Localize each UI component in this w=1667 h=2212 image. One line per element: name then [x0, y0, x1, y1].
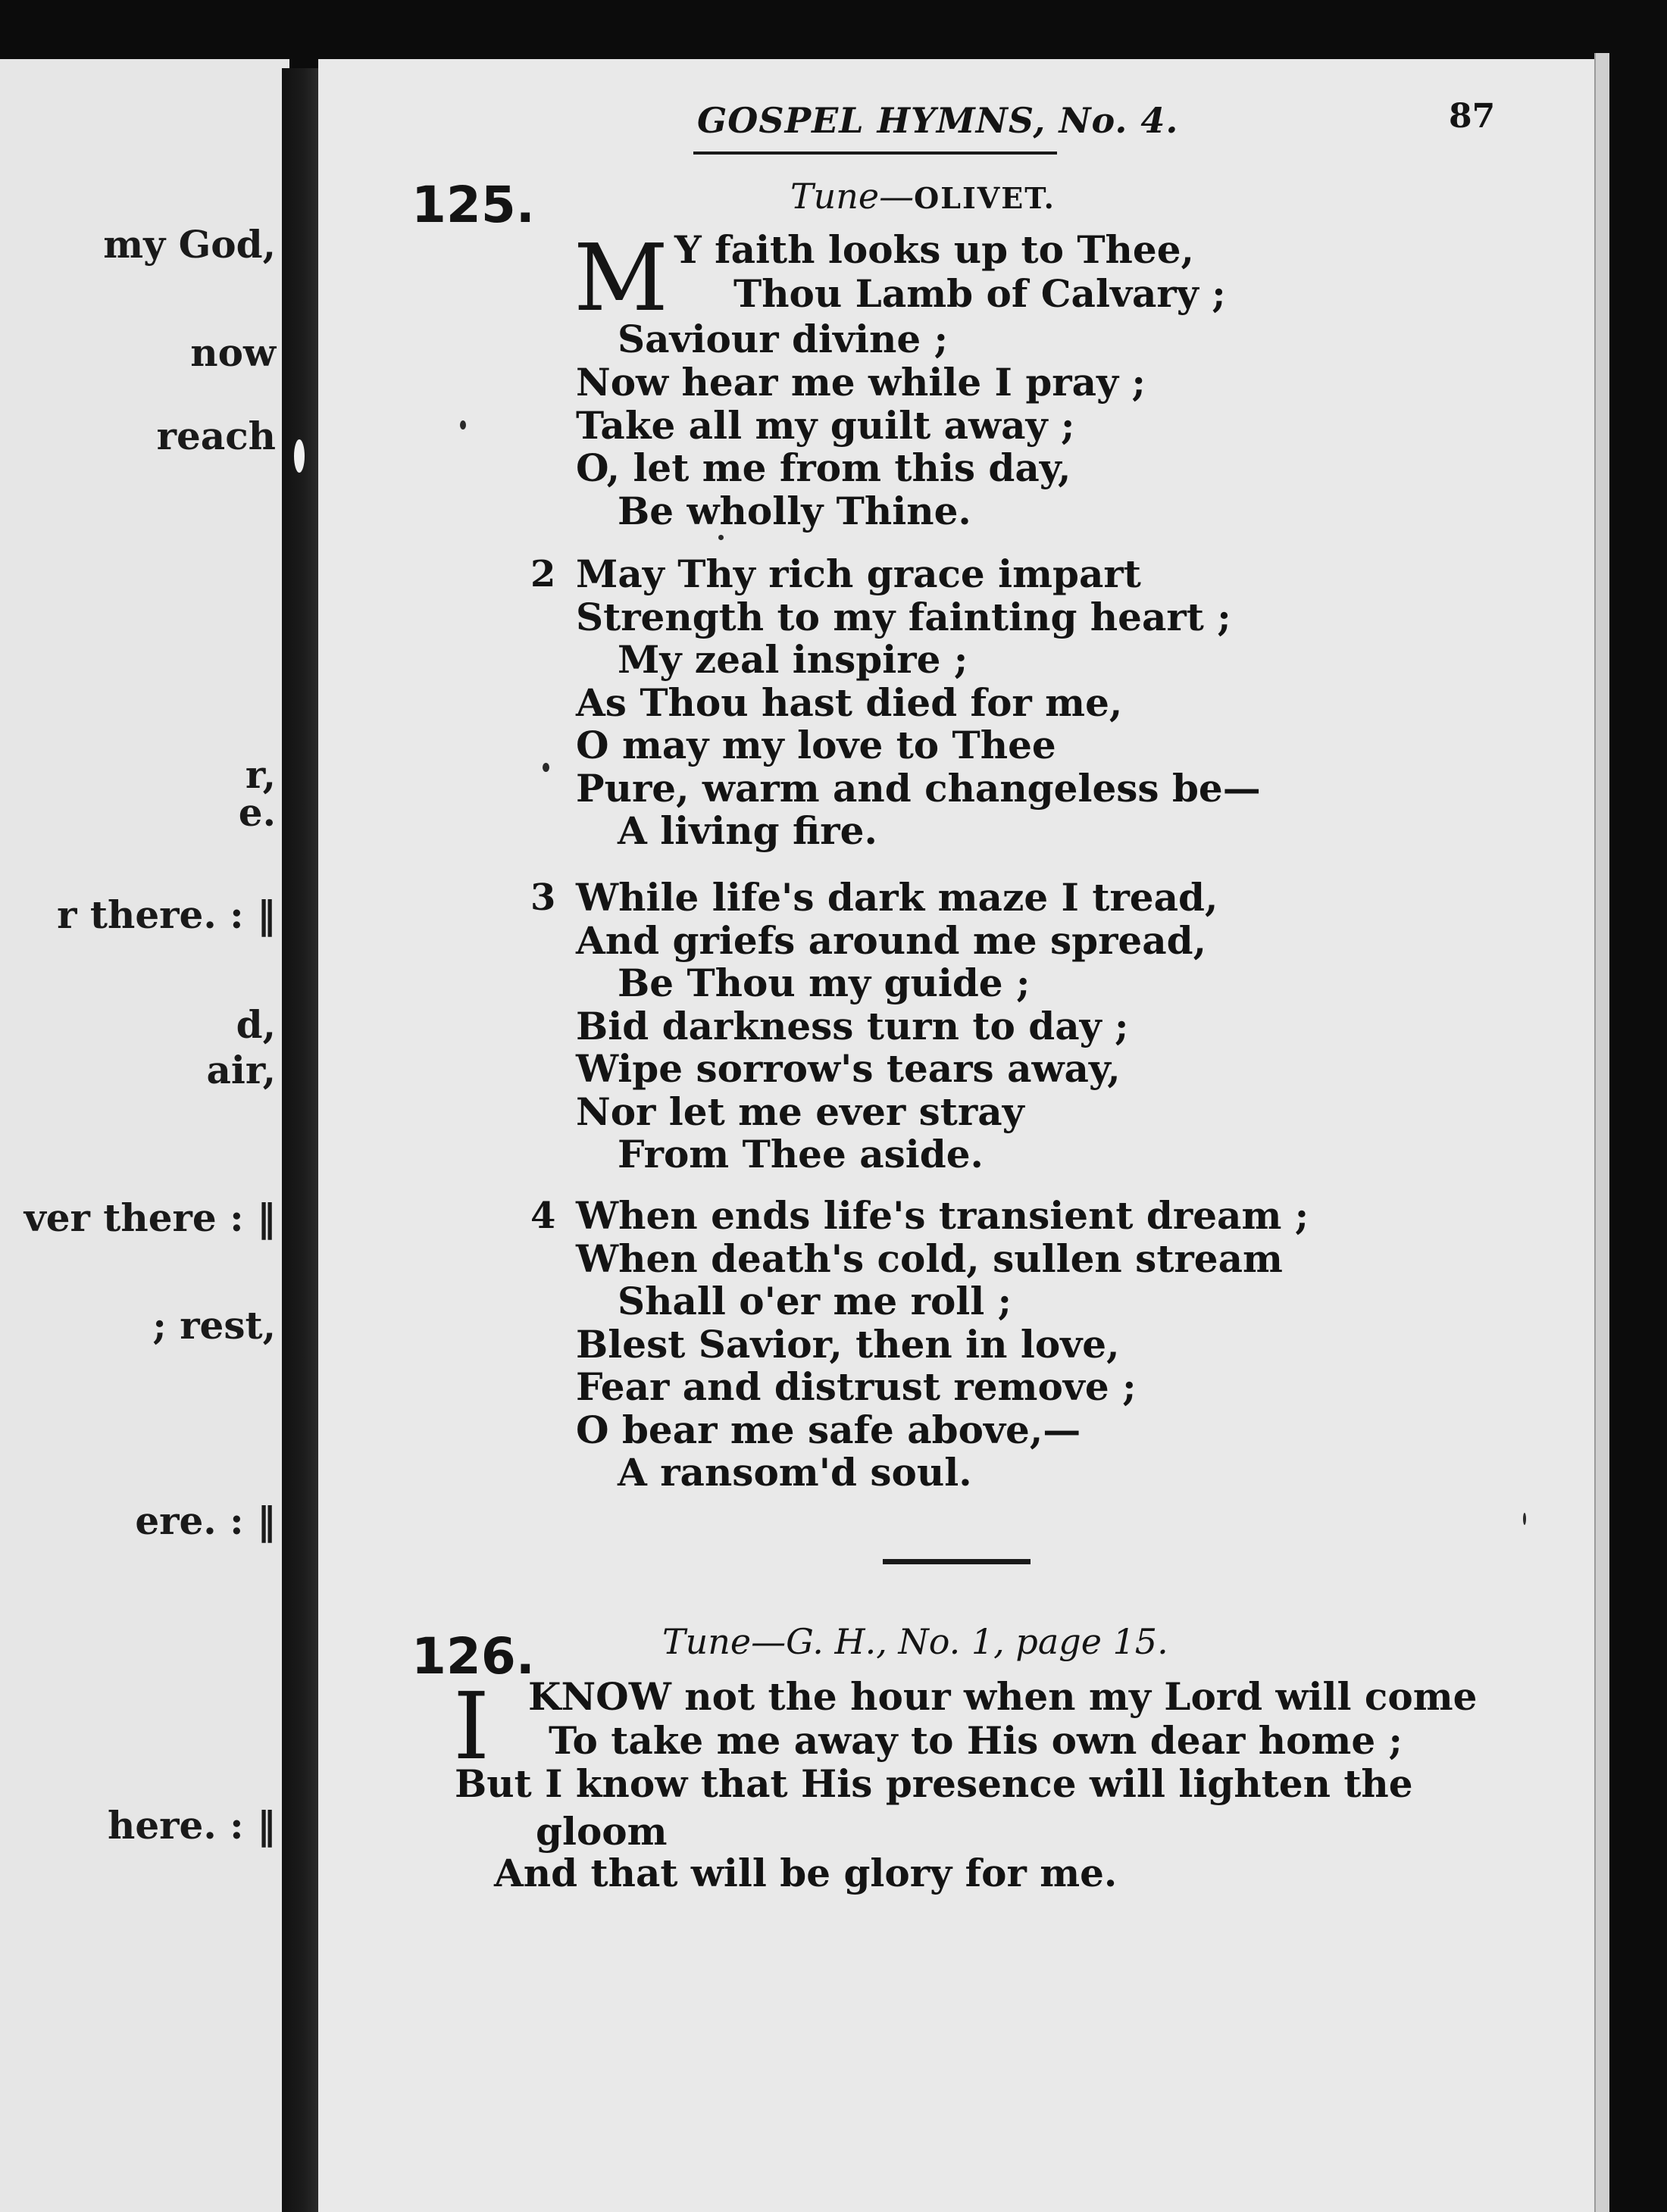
- verse-line: Nor let me ever stray: [576, 1089, 1024, 1134]
- book-gutter: [282, 68, 318, 2212]
- print-speck: [1523, 1513, 1526, 1525]
- verse-line: O bear me safe above,—: [576, 1407, 1081, 1452]
- tune-line: Tune—G. H., No. 1, page 15.: [662, 1621, 1168, 1662]
- verse-line: Y faith looks up to Thee,: [674, 227, 1194, 272]
- verse-line: My zeal inspire ;: [618, 637, 968, 682]
- verse-line: Now hear me while I pray ;: [576, 360, 1146, 405]
- verse-line: To take me away to His own dear home ;: [549, 1718, 1403, 1763]
- left-page-line: air,: [206, 1048, 276, 1092]
- tune-prefix: Tune—: [790, 176, 915, 217]
- verse-line: gloom: [536, 1809, 668, 1854]
- verse-line: Bid darkness turn to day ;: [576, 1003, 1129, 1048]
- verse-line: Wipe sorrow's tears away,: [576, 1046, 1121, 1091]
- verse-line: A living fire.: [618, 808, 877, 853]
- left-page-line: ; rest,: [152, 1303, 276, 1348]
- verse-number: 3: [530, 876, 556, 919]
- verse-line: O may my love to Thee: [576, 723, 1056, 767]
- verse-line: May Thy rich grace impart: [576, 551, 1141, 596]
- verse-line: As Thou hast died for me,: [576, 680, 1123, 725]
- verse-line: When ends life's transient dream ;: [576, 1193, 1309, 1238]
- verse-line: Be Thou my guide ;: [618, 961, 1031, 1005]
- verse-line: A ransom'd soul.: [618, 1450, 972, 1495]
- running-header-title: GOSPEL HYMNS, No. 4.: [697, 100, 1179, 141]
- left-page-line: e.: [238, 790, 276, 835]
- verse-line: And that will be glory for me.: [494, 1851, 1118, 1895]
- verse-line: Pure, warm and changeless be—: [576, 765, 1261, 811]
- section-divider: [883, 1559, 1031, 1564]
- verse-line: Be wholly Thine.: [618, 489, 971, 533]
- print-speck: [460, 420, 466, 430]
- left-page-line: now: [190, 330, 276, 375]
- left-page-line: r there. : ‖: [57, 892, 276, 937]
- verse-line: Fear and distrust remove ;: [576, 1364, 1137, 1409]
- tune-line: [790, 176, 1056, 217]
- verse-line: While life's dark maze I tread,: [576, 875, 1218, 920]
- verse-line: Take all my guilt away ;: [576, 403, 1075, 448]
- verse-number: 2: [530, 553, 556, 595]
- left-page-line: my God,: [103, 222, 276, 267]
- verse-line: Thou Lamb of Calvary ;: [733, 271, 1226, 316]
- verse-line: Strength to my fainting heart ;: [576, 594, 1231, 639]
- print-speck: [294, 439, 305, 473]
- verse-line: When death's cold, sullen stream: [576, 1236, 1283, 1281]
- verse-line: From Thee aside.: [618, 1132, 984, 1176]
- left-page: [0, 59, 289, 2212]
- header-rule: [693, 152, 1057, 155]
- verse-line: KNOW not the hour when my Lord will come: [528, 1674, 1478, 1719]
- left-page-line: r,: [245, 752, 276, 797]
- left-page-line: ere. : ‖: [135, 1498, 276, 1543]
- verse-line: Blest Savior, then in love,: [576, 1321, 1120, 1367]
- verse-line: And griefs around me spread,: [576, 917, 1207, 963]
- hymn-number: 126.: [411, 1627, 535, 1686]
- verse-line: O, let me from this day,: [576, 445, 1071, 490]
- print-speck: [543, 763, 549, 772]
- left-page-line: ver there : ‖: [23, 1195, 276, 1240]
- verse-line: But I know that His presence will lighten the: [455, 1761, 1413, 1806]
- hymn-number: 125.: [411, 176, 535, 234]
- drop-cap: I: [453, 1673, 490, 1780]
- left-page-line: d,: [236, 1002, 276, 1047]
- tune-name: OLIVET.: [914, 181, 1056, 215]
- print-speck: [718, 535, 724, 540]
- verse-number: 4: [530, 1195, 556, 1237]
- drop-cap: M: [574, 224, 668, 332]
- verse-line: Shall o'er me roll ;: [618, 1279, 1012, 1323]
- verse-line: Saviour divine ;: [618, 317, 949, 361]
- left-page-line: reach: [156, 414, 276, 458]
- page-edge: [1594, 53, 1609, 2212]
- page-number: 87: [1449, 97, 1496, 136]
- left-page-line: here. : ‖: [108, 1803, 276, 1848]
